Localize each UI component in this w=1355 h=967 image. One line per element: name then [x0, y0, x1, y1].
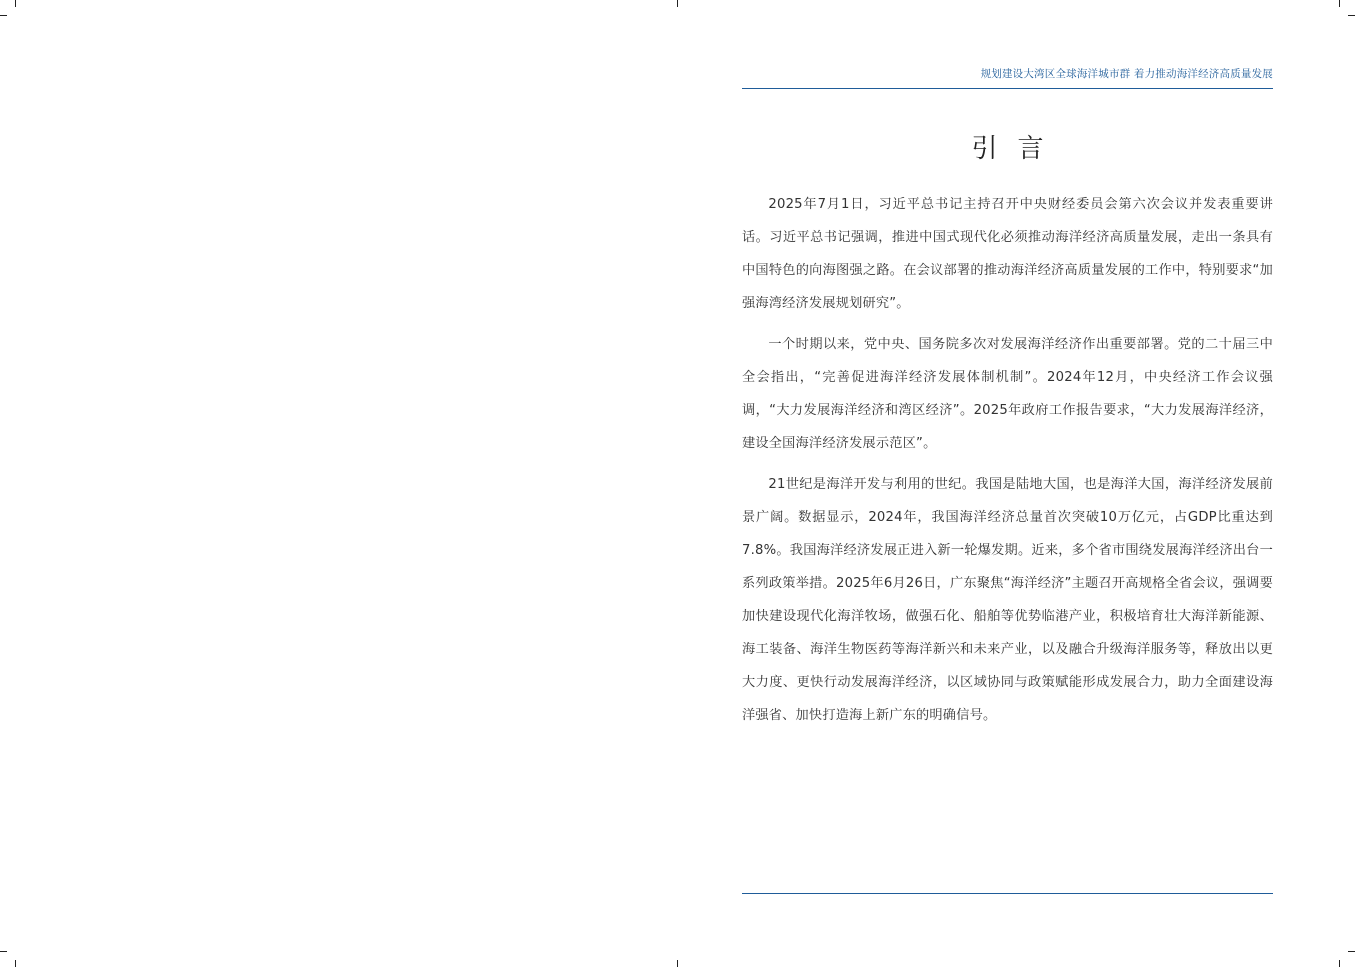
body-text — [742, 188, 1273, 740]
crop-mark — [0, 15, 7, 16]
page-title: 引言 — [971, 134, 1064, 164]
crop-mark — [1339, 0, 1340, 7]
crop-mark — [0, 951, 7, 952]
paragraph-3: 21世纪是海洋开发与利用的世纪。我国是陆地大国，也是海洋大国，海洋经济发展前景广阔。数据显示，2024年，我国海洋经济总量首次突破10万亿元，占GDP比重达到7.8%。我国海洋经济发展正进入新一轮爆发期。近来，多个省市围绕发展海洋经济出台一系列政策举措。2025年6月26日，广东聚焦“海洋经济”主题召开高规格全省会议，强调要加快建设现代化海洋牧场，做强石化、船舶等优势临港产业，积极培育壮大海洋新能源、海工装备、海洋生物医药等海洋新兴和未来产业，以及融合升级海洋服务等，释放出以更大力度、更快行动发展海洋经济，以区域协同与政策赋能形成发展合力，助力全面建设海洋强省、加快打造海上新广东的明确信号。 — [742, 477, 1273, 723]
header-rule — [742, 88, 1273, 89]
crop-mark — [1348, 951, 1355, 952]
crop-mark — [15, 0, 16, 7]
paragraph-2: 一个时期以来，党中央、国务院多次对发展海洋经济作出重要部署。党的二十届三中全会指出，“完善促进海洋经济发展体制机制”。2024年12月，中央经济工作会议强调，“大力发展海洋经济和湾区经济”。2025年政府工作报告要求，“大力发展海洋经济，建设全国海洋经济发展示范区”。 — [742, 337, 1273, 451]
crop-mark — [15, 960, 16, 967]
crop-mark — [677, 0, 678, 7]
footer-rule — [742, 893, 1273, 894]
crop-mark — [677, 960, 678, 967]
running-head: 规划建设大湾区全球海洋城市群 着力推动海洋经济高质量发展 — [980, 68, 1273, 80]
right-page — [742, 0, 1273, 967]
crop-mark — [1339, 960, 1340, 967]
paragraph-1: 2025年7月1日，习近平总书记主持召开中央财经委员会第六次会议并发表重要讲话。习近平总书记强调，推进中国式现代化必须推动海洋经济高质量发展，走出一条具有中国特色的向海图强之路。在会议部署的推动海洋经济高质量发展的工作中，特别要求“加强海湾经济发展规划研究”。 — [742, 197, 1273, 311]
crop-mark — [1348, 15, 1355, 16]
